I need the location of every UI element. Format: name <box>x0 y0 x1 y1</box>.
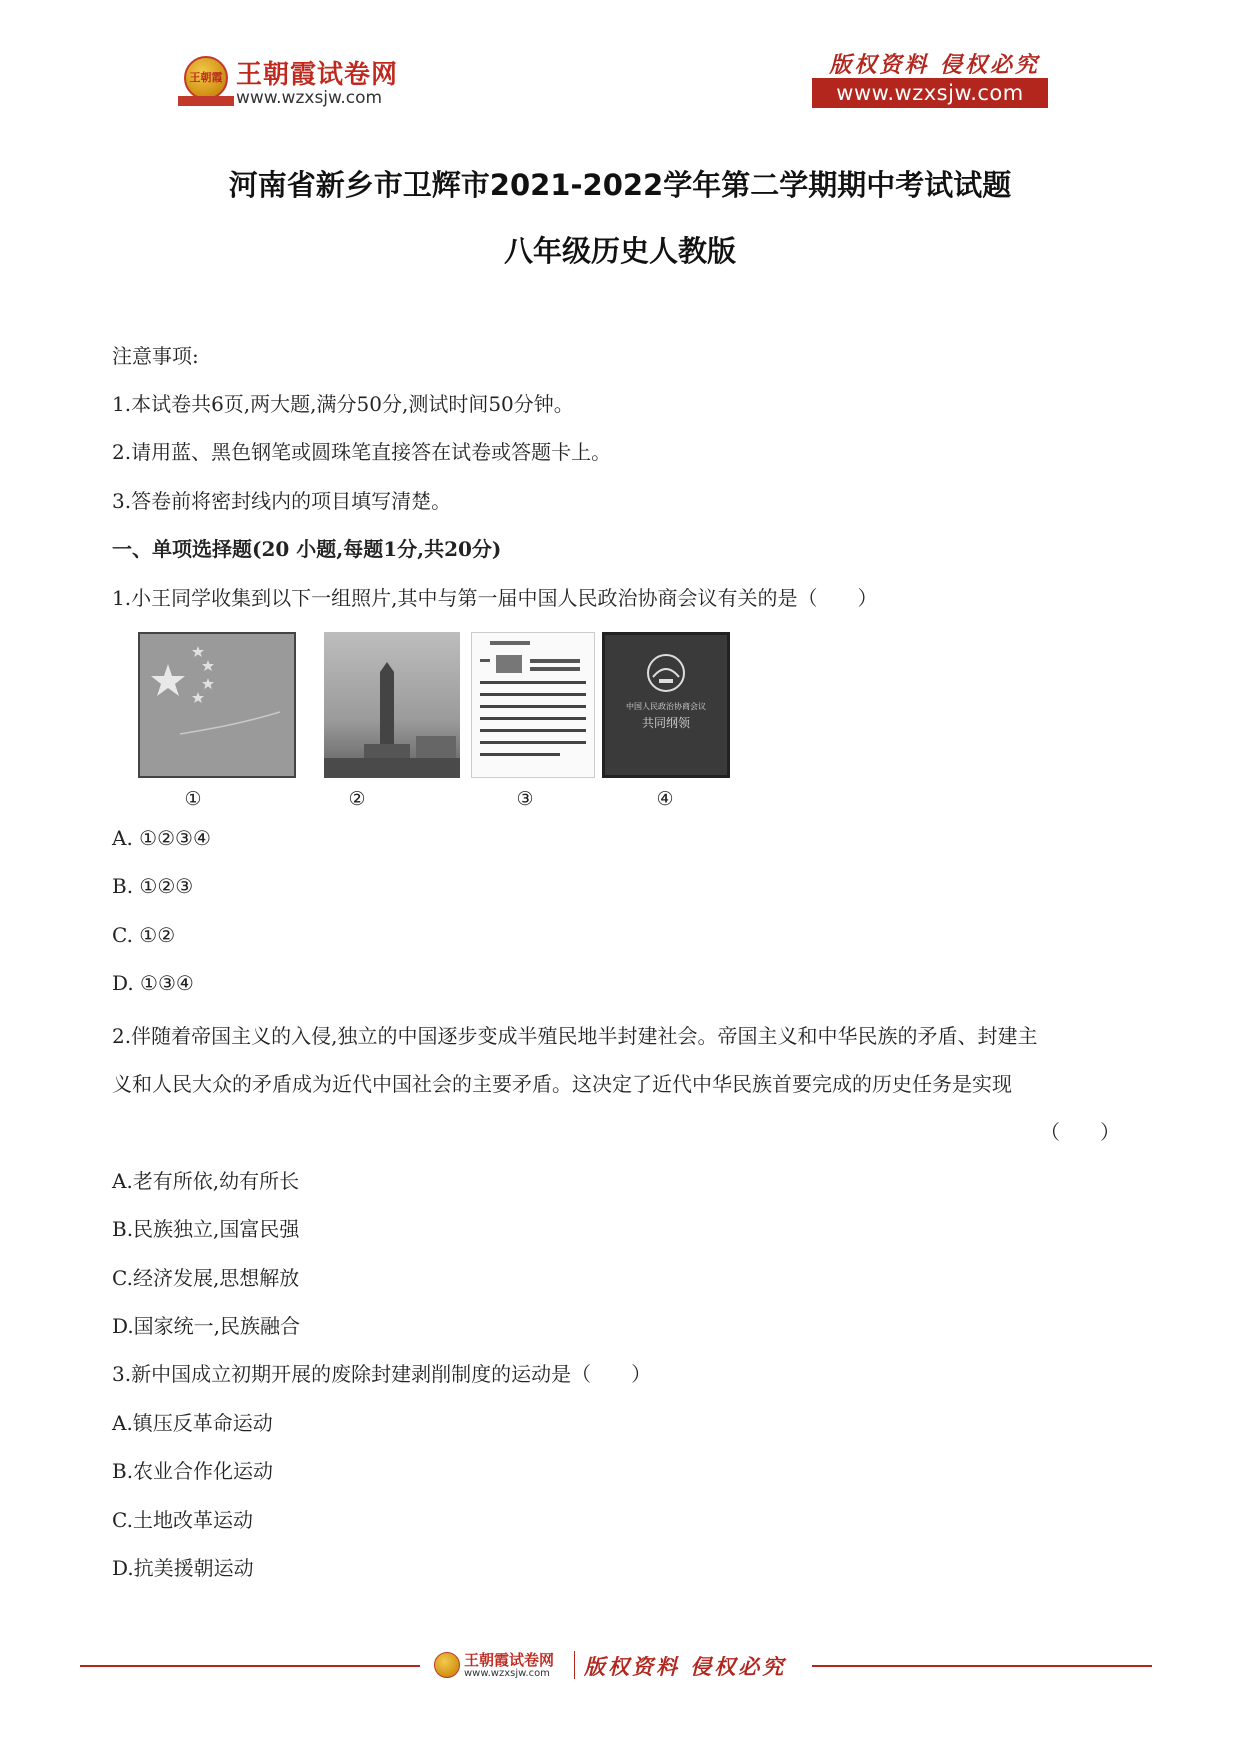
answer-option[interactable]: C.土地改革运动 <box>112 1508 253 1532</box>
photo-national-flag <box>138 632 296 778</box>
notes-item: 3.答卷前将密封线内的项目填写清楚。 <box>112 489 452 513</box>
photo-label: ② <box>348 788 366 810</box>
logo-seal-icon: 王朝霞 <box>184 56 228 100</box>
footer-url[interactable]: www.wzxsjw.com <box>464 1668 550 1679</box>
answer-option[interactable]: C. ①② <box>112 923 176 947</box>
question-stem: 1.小王同学收集到以下一组照片,其中与第一届中国人民政治协商会议有关的是（ ） <box>112 586 878 610</box>
answer-option[interactable]: A.镇压反革命运动 <box>112 1411 273 1435</box>
site-url-box[interactable]: www.wzxsjw.com <box>812 78 1048 108</box>
question-stem: 义和人民大众的矛盾成为近代中国社会的主要矛盾。这决定了近代中华民族首要完成的历史任务是实现 <box>112 1072 1012 1096</box>
question-stem: 3.新中国成立初期开展的废除封建剥削制度的运动是（ ） <box>112 1362 652 1386</box>
photo-label: ③ <box>516 788 534 810</box>
notes-heading: 注意事项: <box>112 344 199 368</box>
photo-label: ① <box>184 788 202 810</box>
answer-option[interactable]: D. ①③④ <box>112 971 194 995</box>
brand-url: www.wzxsjw.com <box>236 88 383 108</box>
copyright-text: 版权资料 侵权必究 <box>829 52 1040 78</box>
answer-option[interactable]: D.国家统一,民族融合 <box>112 1314 301 1338</box>
section-heading: 一、单项选择题(20 小题,每题1分,共20分) <box>112 537 502 561</box>
svg-text:共同纲领: 共同纲领 <box>641 716 691 730</box>
answer-option[interactable]: B. ①②③ <box>112 874 194 898</box>
photo-label: ④ <box>656 788 674 810</box>
site-logo[interactable] <box>178 52 418 114</box>
footer-copyright: 版权资料 侵权必究 <box>584 1654 787 1679</box>
photo-monument <box>324 632 460 778</box>
logo-ribbon <box>178 96 234 106</box>
exam-title: 河南省新乡市卫辉市2021-2022学年第二学期期中考试试题 <box>228 168 1012 202</box>
footer-divider <box>80 1665 420 1667</box>
answer-option[interactable]: A.老有所依,幼有所长 <box>112 1169 300 1193</box>
flag-icon <box>140 634 294 776</box>
question-stem: 2.伴随着帝国主义的入侵,独立的中国逐步变成半殖民地半封建社会。帝国主义和中华民族的矛盾、封建主 <box>112 1024 1038 1048</box>
answer-option[interactable]: A. ①②③④ <box>112 826 211 850</box>
photo-document <box>471 632 595 778</box>
notes-item: 1.本试卷共6页,两大题,满分50分,测试时间50分钟。 <box>112 392 574 416</box>
document-icon <box>472 633 594 777</box>
copyright-banner <box>812 48 1048 110</box>
brand-name: 王朝霞试卷网 <box>236 60 399 90</box>
answer-option[interactable]: C.经济发展,思想解放 <box>112 1266 300 1290</box>
monument-icon <box>324 632 460 778</box>
footer-separator <box>574 1651 575 1679</box>
footer-divider <box>812 1665 1152 1667</box>
exam-subtitle: 八年级历史人教版 <box>503 234 736 268</box>
photo-common-program-book <box>602 632 730 778</box>
footer-seal-icon <box>434 1652 460 1678</box>
footer-brand[interactable]: 王朝霞试卷网 <box>464 1651 555 1669</box>
notes-item: 2.请用蓝、黑色钢笔或圆珠笔直接答在试卷或答题卡上。 <box>112 440 612 464</box>
svg-text:中国人民政治协商会议: 中国人民政治协商会议 <box>626 702 706 711</box>
answer-option[interactable]: B.民族独立,国富民强 <box>112 1217 300 1241</box>
answer-option[interactable]: D.抗美援朝运动 <box>112 1556 254 1580</box>
answer-option[interactable]: B.农业合作化运动 <box>112 1459 274 1483</box>
answer-paren: （ ） <box>1040 1120 1120 1144</box>
book-icon <box>605 635 727 775</box>
